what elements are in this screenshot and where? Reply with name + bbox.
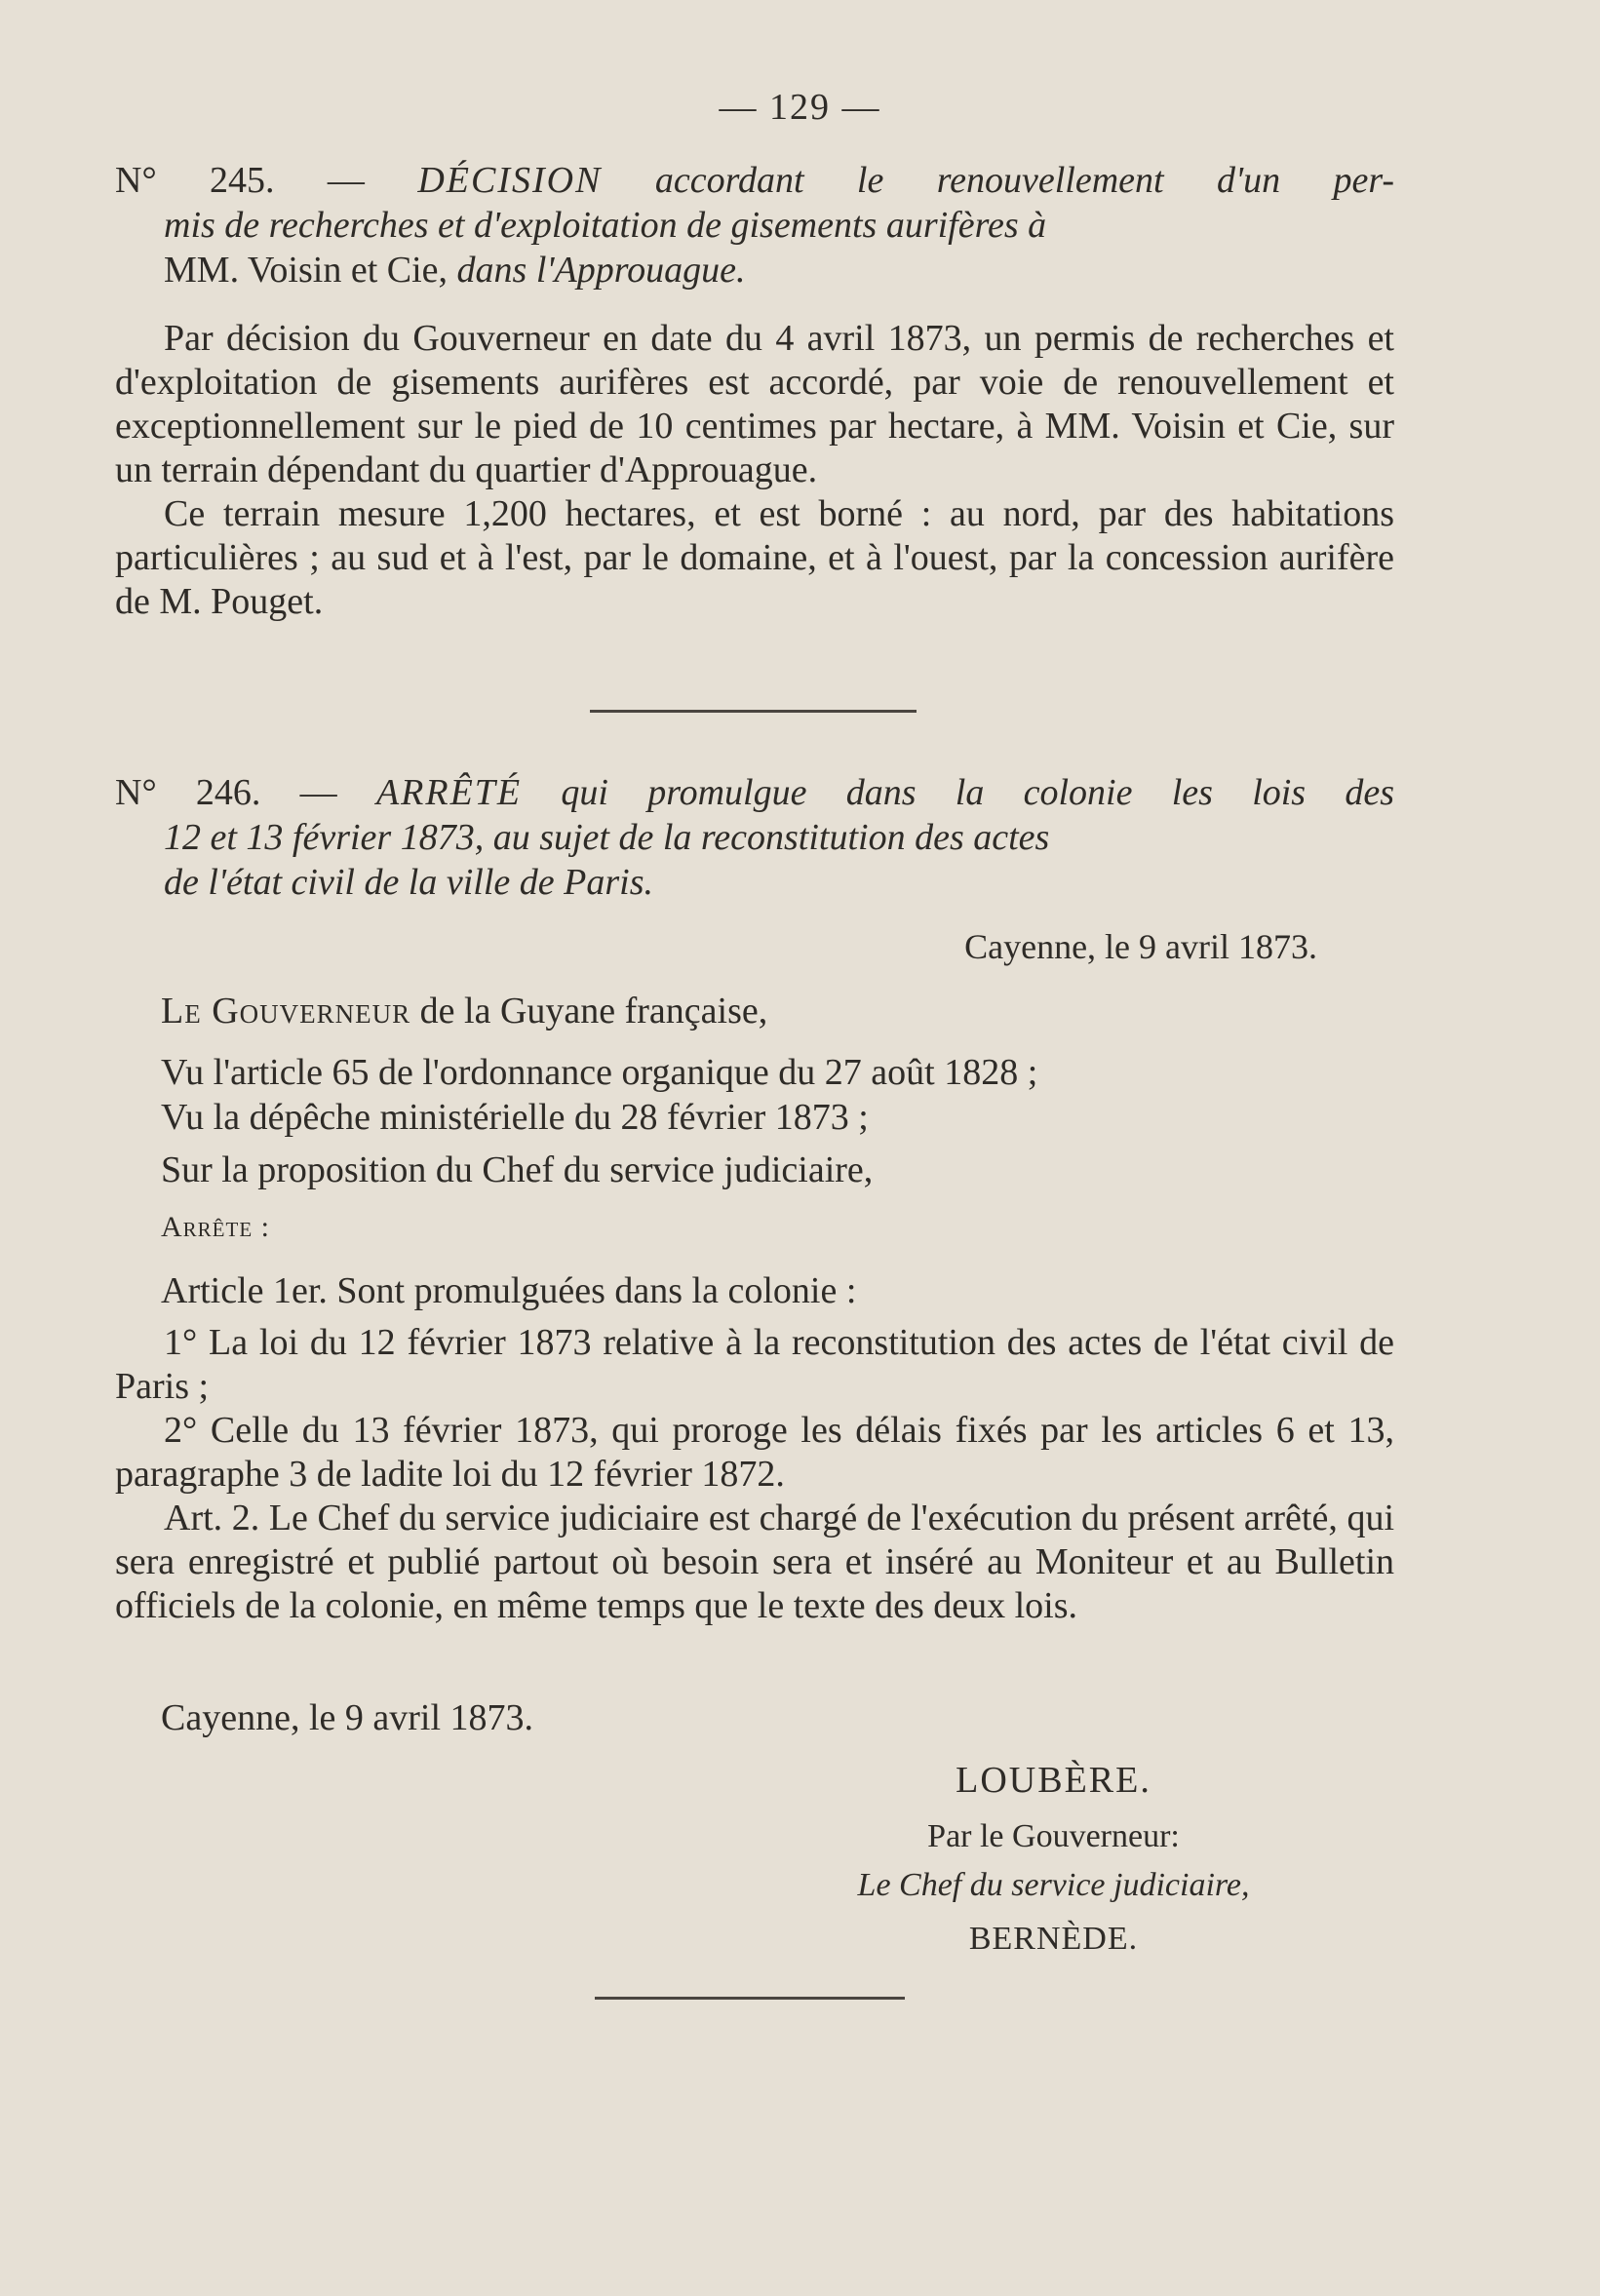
entry-246-heading-line1 [115,770,1394,815]
section-divider-1 [590,710,917,713]
signature-bernede: BERNÈDE. [968,1921,1139,1957]
sur-proposition-line: Sur la proposition du Chef du service judiciaire, [161,1149,874,1190]
entry-246-number: N° 246. — [115,772,337,813]
entry-245-para2: Ce terrain mesure 1,200 hectares, et est borné : au nord, par des habitations particulières ; au sud et à l'est, par le domaine, et à l'ouest, par la concession aurifère de M. Pouget. [115,493,1394,622]
entry-245-keyword: DÉCISION [417,160,603,201]
governor-line [161,990,767,1032]
article-1-item-1: 1° La loi du 12 février 1873 relative à la reconstitution des actes de l'état civil de Paris ; [115,1322,1394,1407]
vu-article-line: Vu l'article 65 de l'ordonnance organique du 27 août 1828 ; [161,1052,1038,1093]
arrete-label: Arrête : [161,1211,270,1243]
article-1-item-2: 2° Celle du 13 février 1873, qui proroge les délais fixés par les articles 6 et 13, paragraphe 3 de ladite loi du 12 février 1872. [115,1410,1394,1495]
signature-loubere: LOUBÈRE. [956,1760,1151,1801]
entry-245-body [115,317,1394,624]
page-number: — 129 — [719,87,881,128]
section-divider-2 [595,1997,905,2000]
entry-245-heading [115,158,1394,292]
entry-246-title-line1: qui promulgue dans la colonie les lois des [561,772,1395,813]
chef-service-judiciaire: Le Chef du service judiciaire, [857,1867,1250,1903]
entry-245-para1: Par décision du Gouverneur en date du 4 avril 1873, un permis de recherches et d'exploitation de gisements aurifères est accordé, par voie de renouvellement et exceptionnellement sur le pied de 10 centimes par hectare, à MM. Voisin et Cie, sur un terrain dépendant du quartier d'Approuague. [115,318,1394,490]
par-le-gouverneur: Par le Gouverneur: [927,1818,1180,1854]
vu-depeche-line: Vu la dépêche ministérielle du 28 février 1873 ; [161,1097,869,1138]
article-1-line: Article 1er. Sont promulguées dans la colonie : [161,1270,857,1311]
entry-246-dateline: Cayenne, le 9 avril 1873. [964,927,1317,966]
entry-246-title-line2: 12 et 13 février 1873, au sujet de la reconstitution des actes [164,817,1050,858]
entry-245-title-line1: accordant le renouvellement d'un per- [654,160,1395,201]
entry-246-body [115,1321,1394,1628]
entry-246-heading [115,770,1394,905]
entry-245-number: N° 245. — [115,160,365,201]
entry-245-title-line2: mis de recherches et d'exploitation de gisements aurifères à [164,205,1047,246]
entry-245-names: MM. Voisin et Cie, [164,250,449,291]
entry-245-place: dans l'Approuague. [456,250,746,291]
entry-246-title-line3: de l'état civil de la ville de Paris. [164,862,653,903]
entry-245-title-line3 [115,248,1394,292]
governor-rest: de la Guyane française, [410,991,768,1031]
entry-245-heading-line1 [115,158,1394,203]
governor-title: Le Gouverneur [161,991,411,1031]
closing-date: Cayenne, le 9 avril 1873. [161,1697,534,1738]
article-2: Art. 2. Le Chef du service judiciaire est chargé de l'exécution du présent arrêté, qui sera enregistré et publié partout où besoin sera et inséré au Moniteur et au Bulletin officiels de la colonie, en même temps que le texte des deux lois. [115,1498,1394,1626]
entry-246-keyword: ARRÊTÉ [375,772,523,813]
